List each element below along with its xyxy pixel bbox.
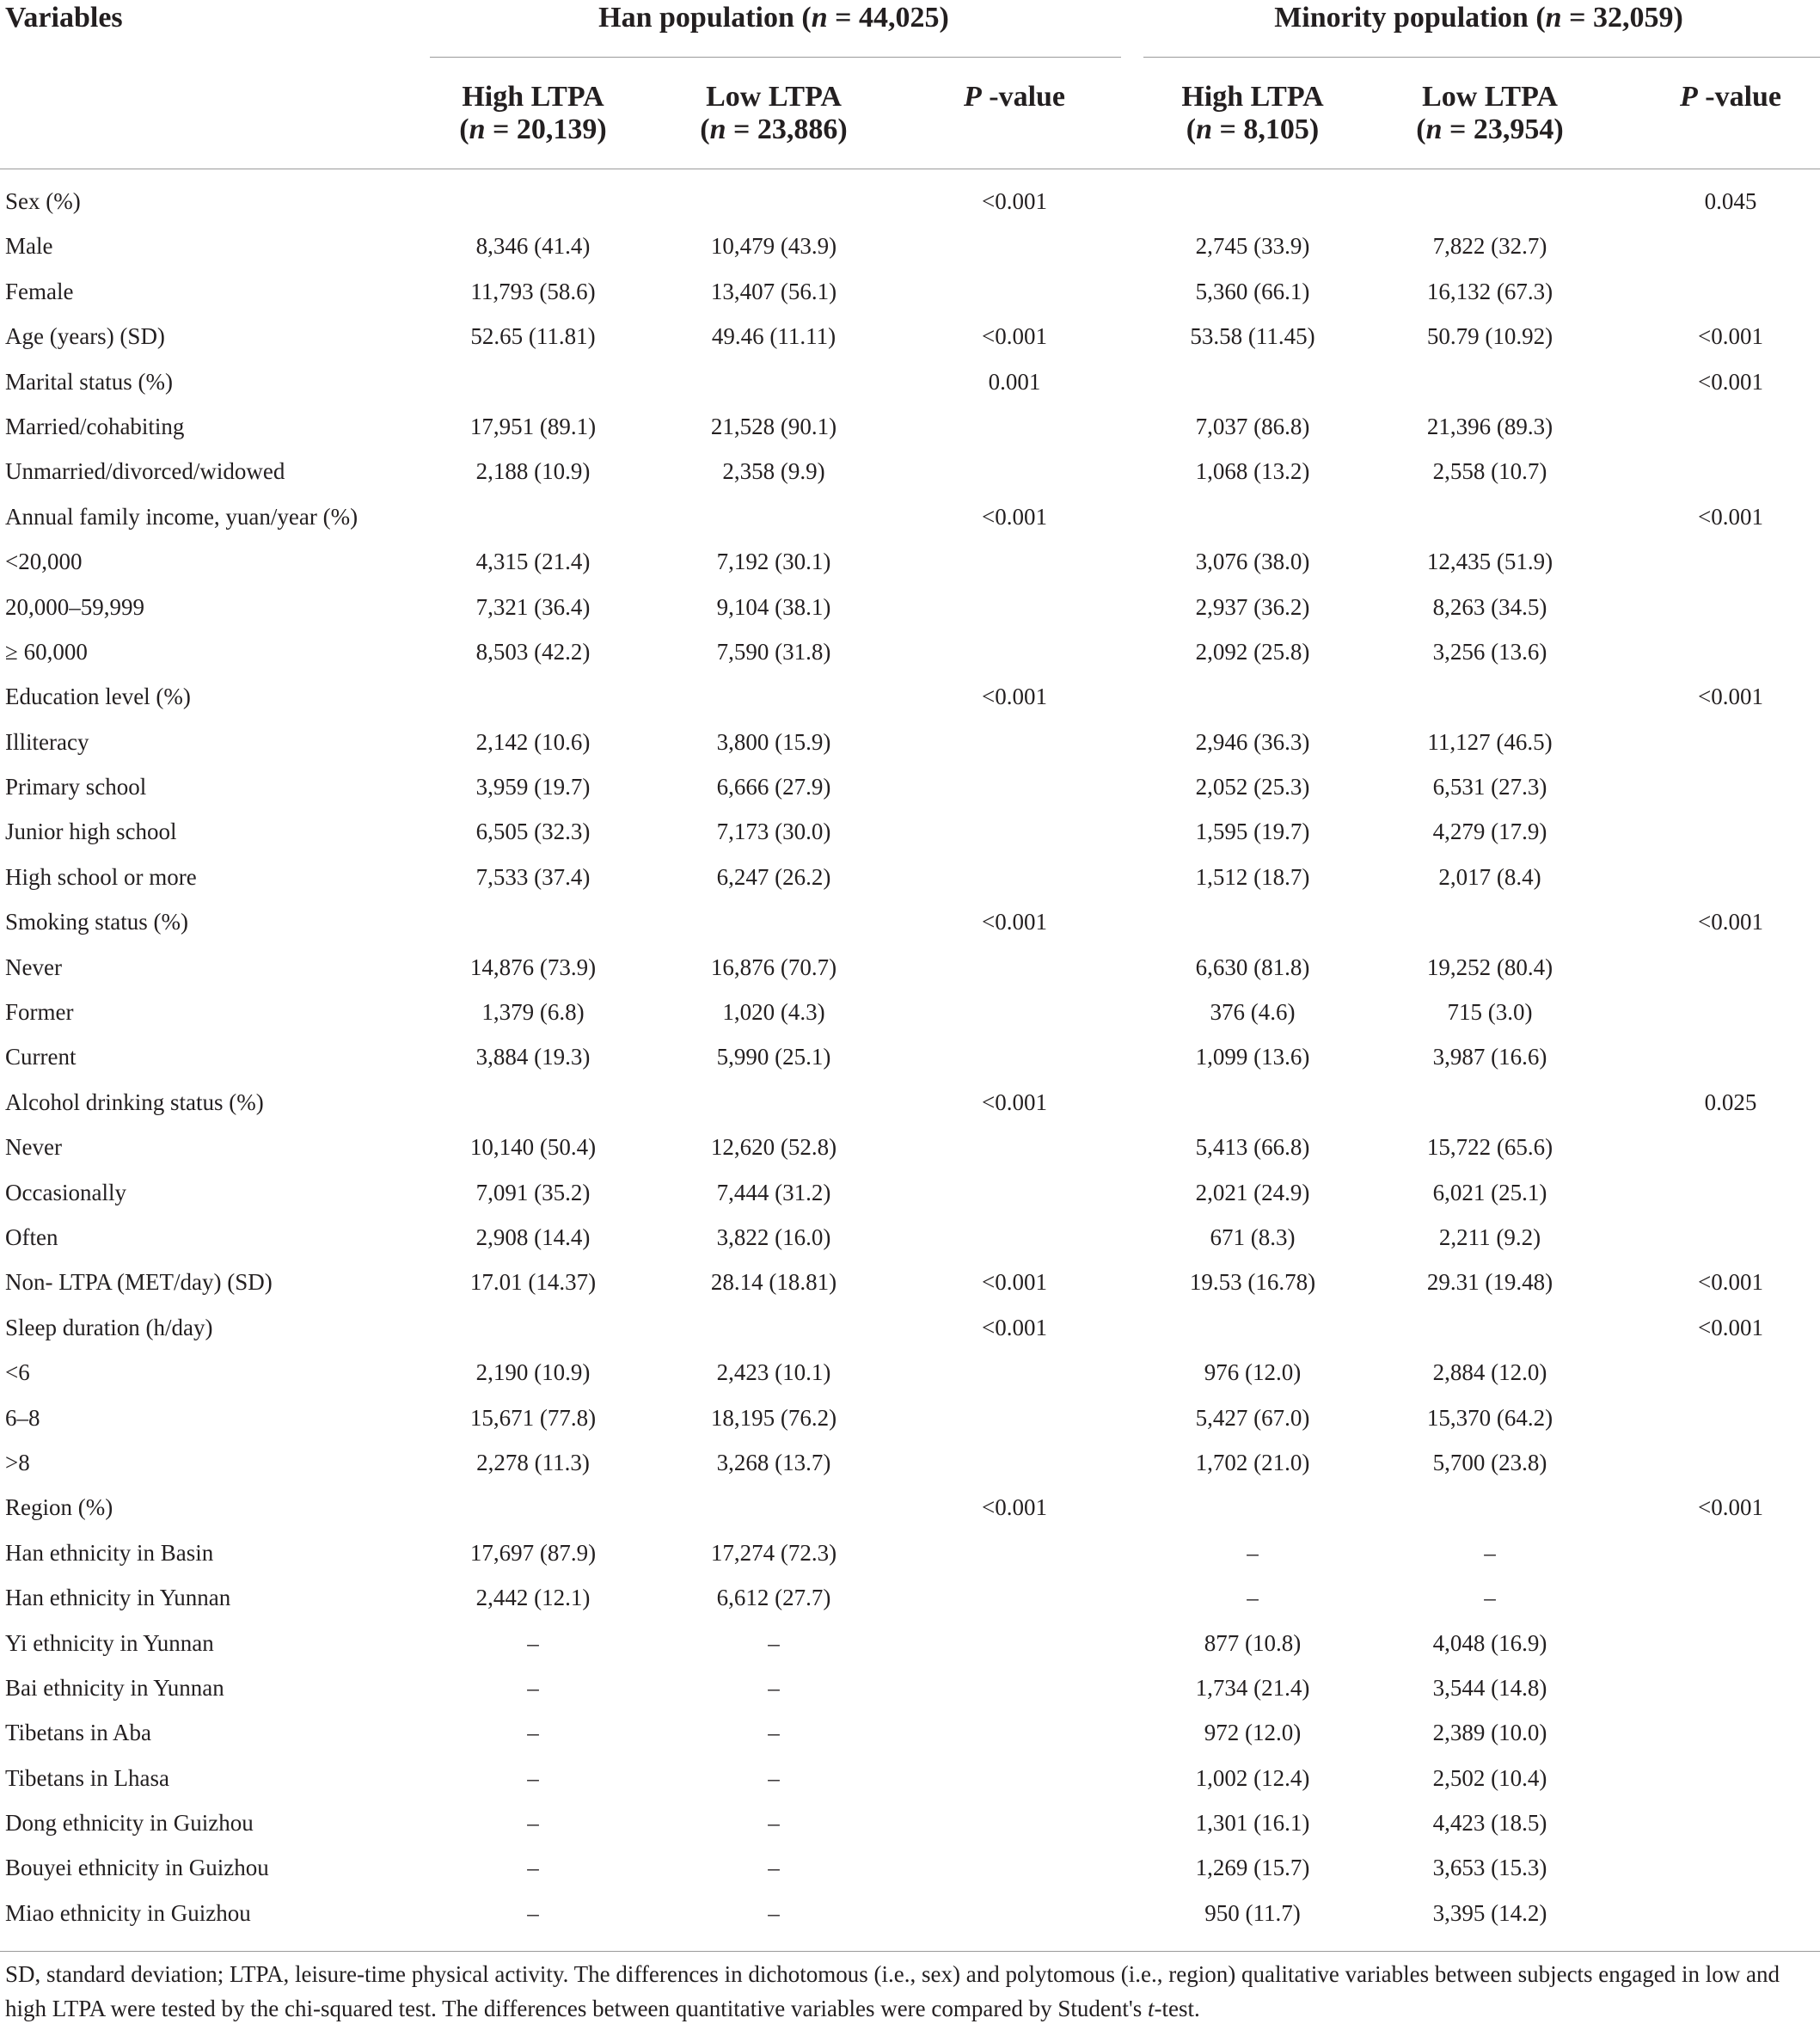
han-population-header: Han population (n = 44,025) bbox=[598, 2, 949, 34]
minority-high-ltpa-cell: 1,068 (13.2) bbox=[1195, 458, 1310, 485]
han-high-ltpa-cell: 17,951 (89.1) bbox=[469, 413, 597, 439]
minority-low-ltpa-cell: 6,021 (25.1) bbox=[1432, 1179, 1547, 1205]
minority-high-ltpa-cell: 1,002 (12.4) bbox=[1195, 1764, 1310, 1791]
table-footnote: SD, standard deviation; LTPA, leisure-time physical activity. The differences in dichotomous (i.e., sex) and polytomous (i.e., region) qualitative variables between subjects engaged in low and high LTPA were tested by the chi-squared test. The differences between quantitative variables were compared by Student's t-test. bbox=[5, 1961, 1780, 2021]
han-low-ltpa-cell: 7,173 (30.0) bbox=[716, 819, 831, 845]
han-low-ltpa-cell: 18,195 (76.2) bbox=[710, 1404, 837, 1431]
han-high-ltpa-cell: – bbox=[527, 1899, 539, 1926]
han-high-ltpa-cell: 6,505 (32.3) bbox=[475, 819, 591, 845]
han-high-ltpa-cell: 2,142 (10.6) bbox=[475, 728, 591, 755]
variable-cell: Occasionally bbox=[5, 1179, 126, 1205]
han-low-ltpa-cell: 16,876 (70.7) bbox=[710, 954, 837, 980]
minority-low-ltpa-cell: 4,048 (16.9) bbox=[1432, 1629, 1547, 1656]
table-row bbox=[0, 586, 1820, 630]
han-p-value-cell: <0.001 bbox=[982, 323, 1047, 350]
minority-low-ltpa-cell: 29.31 (19.48) bbox=[1426, 1269, 1553, 1296]
minority-p-value-cell: 0.025 bbox=[1704, 1089, 1757, 1115]
variable-cell: Never bbox=[5, 954, 62, 980]
variable-cell: Bouyei ethnicity in Guizhou bbox=[5, 1855, 269, 1881]
han-high-ltpa-cell: – bbox=[527, 1810, 539, 1837]
table-row bbox=[0, 1125, 1820, 1170]
han-high-ltpa-cell: 2,188 (10.9) bbox=[475, 458, 591, 485]
han-high-ltpa-cell: 10,140 (50.4) bbox=[469, 1134, 597, 1161]
minority-low-ltpa-cell: 3,987 (16.6) bbox=[1432, 1044, 1547, 1070]
minority-low-ltpa-cell: 2,502 (10.4) bbox=[1432, 1764, 1547, 1791]
table-row bbox=[0, 495, 1820, 540]
han-low-ltpa-cell: 49.46 (11.11) bbox=[711, 323, 836, 350]
variable-cell: Female bbox=[5, 278, 74, 304]
minority-high-ltpa-cell: 877 (10.8) bbox=[1204, 1629, 1302, 1656]
han-low-ltpa-cell: 3,268 (13.7) bbox=[716, 1449, 831, 1475]
minority-p-value-cell: <0.001 bbox=[1698, 909, 1763, 935]
variable-cell: Sleep duration (h/day) bbox=[5, 1314, 213, 1340]
han-high-ltpa-header: High LTPA (n = 20,139) bbox=[459, 81, 607, 145]
han-high-ltpa-cell: – bbox=[527, 1764, 539, 1791]
han-high-ltpa-cell: 17.01 (14.37) bbox=[469, 1269, 597, 1296]
han-high-ltpa-cell: 15,671 (77.8) bbox=[469, 1404, 597, 1431]
variable-cell: Unmarried/divorced/widowed bbox=[5, 458, 285, 485]
han-low-ltpa-cell: – bbox=[768, 1720, 780, 1746]
minority-high-ltpa-cell: 2,092 (25.8) bbox=[1195, 638, 1310, 665]
han-p-value-cell: <0.001 bbox=[982, 1494, 1047, 1521]
variables-column-header: Variables bbox=[5, 2, 123, 34]
minority-high-ltpa-cell: 2,946 (36.3) bbox=[1195, 728, 1310, 755]
han-high-ltpa-cell: 2,278 (11.3) bbox=[476, 1449, 590, 1475]
minority-p-value-header: P -value bbox=[1679, 81, 1782, 113]
minority-low-ltpa-cell: – bbox=[1484, 1585, 1496, 1611]
variable-cell: 6–8 bbox=[5, 1404, 40, 1431]
minority-high-ltpa-cell: 376 (4.6) bbox=[1210, 999, 1296, 1026]
variable-cell: Sex (%) bbox=[5, 188, 81, 214]
minority-high-ltpa-cell: 5,427 (67.0) bbox=[1195, 1404, 1310, 1431]
han-high-ltpa-cell: 2,442 (12.1) bbox=[475, 1585, 591, 1611]
han-high-ltpa-cell: 4,315 (21.4) bbox=[475, 549, 591, 575]
minority-high-ltpa-cell: 2,745 (33.9) bbox=[1195, 233, 1310, 260]
minority-high-ltpa-cell: 5,413 (66.8) bbox=[1195, 1134, 1310, 1161]
han-p-value-cell: 0.001 bbox=[988, 368, 1041, 395]
variable-cell: Tibetans in Lhasa bbox=[5, 1764, 169, 1791]
minority-low-ltpa-cell: 19,252 (80.4) bbox=[1426, 954, 1553, 980]
minority-low-ltpa-cell: 4,279 (17.9) bbox=[1432, 819, 1547, 845]
minority-low-ltpa-cell: 3,653 (15.3) bbox=[1432, 1855, 1547, 1881]
han-high-ltpa-cell: 2,190 (10.9) bbox=[475, 1359, 591, 1386]
minority-high-ltpa-cell: 950 (11.7) bbox=[1204, 1899, 1301, 1926]
han-low-ltpa-cell: 7,444 (31.2) bbox=[716, 1179, 831, 1205]
minority-p-value-cell: <0.001 bbox=[1698, 368, 1763, 395]
han-low-ltpa-cell: – bbox=[768, 1899, 780, 1926]
minority-high-ltpa-cell: 53.58 (11.45) bbox=[1190, 323, 1315, 350]
variable-cell: Non- LTPA (MET/day) (SD) bbox=[5, 1269, 273, 1296]
han-high-ltpa-cell: – bbox=[527, 1629, 539, 1656]
minority-population-header: Minority population (n = 32,059) bbox=[1274, 2, 1683, 34]
han-low-ltpa-cell: 6,666 (27.9) bbox=[716, 774, 831, 800]
minority-p-value-cell: <0.001 bbox=[1698, 684, 1763, 710]
table-row bbox=[0, 1801, 1820, 1846]
han-low-ltpa-cell: 1,020 (4.3) bbox=[722, 999, 825, 1026]
han-low-ltpa-cell: 28.14 (18.81) bbox=[710, 1269, 837, 1296]
table-header-subcolumns bbox=[0, 60, 1820, 169]
table-row bbox=[0, 630, 1820, 675]
han-high-ltpa-cell: – bbox=[527, 1855, 539, 1881]
minority-high-ltpa-header: High LTPA (n = 8,105) bbox=[1181, 81, 1324, 145]
minority-high-ltpa-cell: 2,052 (25.3) bbox=[1195, 774, 1310, 800]
variable-cell: ≥ 60,000 bbox=[5, 638, 88, 665]
variable-cell: Annual family income, yuan/year (%) bbox=[5, 503, 358, 530]
table-row bbox=[0, 1035, 1820, 1080]
han-p-value-cell: <0.001 bbox=[982, 1089, 1047, 1115]
minority-high-ltpa-cell: 2,937 (36.2) bbox=[1195, 593, 1310, 620]
table-row bbox=[0, 721, 1820, 765]
variable-cell: Often bbox=[5, 1224, 58, 1250]
table-row bbox=[0, 765, 1820, 810]
minority-p-value-cell: <0.001 bbox=[1698, 503, 1763, 530]
table-row bbox=[0, 405, 1820, 450]
han-low-ltpa-cell: 6,612 (27.7) bbox=[716, 1585, 831, 1611]
minority-low-ltpa-cell: 4,423 (18.5) bbox=[1432, 1810, 1547, 1837]
table-row bbox=[0, 990, 1820, 1035]
minority-low-ltpa-cell: 50.79 (10.92) bbox=[1426, 323, 1553, 350]
variable-cell: Han ethnicity in Basin bbox=[5, 1539, 214, 1566]
han-high-ltpa-cell: 7,321 (36.4) bbox=[475, 593, 591, 620]
han-p-value-header: P -value bbox=[963, 81, 1066, 113]
minority-low-ltpa-cell: 2,558 (10.7) bbox=[1432, 458, 1547, 485]
minority-high-ltpa-cell: – bbox=[1247, 1585, 1259, 1611]
han-low-ltpa-header: Low LTPA (n = 23,886) bbox=[700, 81, 848, 145]
table-row bbox=[0, 1081, 1820, 1125]
minority-high-ltpa-cell: 1,734 (21.4) bbox=[1195, 1674, 1310, 1701]
han-high-ltpa-cell: 17,697 (87.9) bbox=[469, 1539, 597, 1566]
table-row bbox=[0, 270, 1820, 315]
han-high-ltpa-cell: – bbox=[527, 1720, 539, 1746]
han-p-value-cell: <0.001 bbox=[982, 684, 1047, 710]
han-low-ltpa-cell: 3,800 (15.9) bbox=[716, 728, 831, 755]
han-low-ltpa-cell: – bbox=[768, 1855, 780, 1881]
han-p-value-cell: <0.001 bbox=[982, 1269, 1047, 1296]
minority-high-ltpa-cell: 2,021 (24.9) bbox=[1195, 1179, 1310, 1205]
variable-cell: Male bbox=[5, 233, 53, 260]
minority-p-value-cell: <0.001 bbox=[1698, 1269, 1763, 1296]
table-row bbox=[0, 1666, 1820, 1711]
variable-cell: Tibetans in Aba bbox=[5, 1720, 152, 1746]
han-low-ltpa-cell: 2,423 (10.1) bbox=[716, 1359, 831, 1386]
han-low-ltpa-cell: 17,274 (72.3) bbox=[710, 1539, 837, 1566]
han-low-ltpa-cell: 9,104 (38.1) bbox=[716, 593, 831, 620]
table-row bbox=[0, 1622, 1820, 1666]
han-group-underline bbox=[430, 57, 1121, 58]
han-high-ltpa-cell: 52.65 (11.81) bbox=[470, 323, 596, 350]
variable-cell: Bai ethnicity in Yunnan bbox=[5, 1674, 224, 1701]
variable-cell: Primary school bbox=[5, 774, 147, 800]
table-row bbox=[0, 1576, 1820, 1621]
minority-low-ltpa-cell: 15,370 (64.2) bbox=[1426, 1404, 1553, 1431]
han-high-ltpa-cell: 2,908 (14.4) bbox=[475, 1224, 591, 1250]
minority-high-ltpa-cell: 6,630 (81.8) bbox=[1195, 954, 1310, 980]
variable-cell: Alcohol drinking status (%) bbox=[5, 1089, 264, 1115]
han-high-ltpa-cell: 1,379 (6.8) bbox=[481, 999, 585, 1026]
table-row bbox=[0, 1306, 1820, 1351]
table-row bbox=[0, 1846, 1820, 1891]
table-body bbox=[0, 169, 1820, 1936]
minority-low-ltpa-header: Low LTPA (n = 23,954) bbox=[1416, 81, 1564, 145]
han-p-value-cell: <0.001 bbox=[982, 188, 1047, 214]
table-row bbox=[0, 900, 1820, 945]
variable-cell: Never bbox=[5, 1134, 62, 1161]
han-high-ltpa-cell: 11,793 (58.6) bbox=[470, 278, 596, 304]
table-row bbox=[0, 1171, 1820, 1216]
table-row bbox=[0, 1216, 1820, 1260]
han-p-value-cell: <0.001 bbox=[982, 503, 1047, 530]
variable-cell: Former bbox=[5, 999, 74, 1026]
variable-cell: Junior high school bbox=[5, 819, 177, 845]
table-row bbox=[0, 1757, 1820, 1801]
minority-group-underline bbox=[1143, 57, 1820, 58]
variable-cell: >8 bbox=[5, 1449, 30, 1475]
variable-cell: High school or more bbox=[5, 863, 197, 890]
table-row bbox=[0, 315, 1820, 359]
minority-low-ltpa-cell: 2,211 (9.2) bbox=[1438, 1224, 1541, 1250]
table-row bbox=[0, 1351, 1820, 1395]
minority-low-ltpa-cell: 6,531 (27.3) bbox=[1432, 774, 1547, 800]
minority-low-ltpa-cell: 2,017 (8.4) bbox=[1438, 863, 1541, 890]
han-high-ltpa-cell: 3,884 (19.3) bbox=[475, 1044, 591, 1070]
han-p-value-cell: <0.001 bbox=[982, 1314, 1047, 1340]
han-low-ltpa-cell: 2,358 (9.9) bbox=[722, 458, 825, 485]
table-row bbox=[0, 360, 1820, 405]
table-row bbox=[0, 1892, 1820, 1936]
minority-low-ltpa-cell: 7,822 (32.7) bbox=[1432, 233, 1547, 260]
han-high-ltpa-cell: 8,346 (41.4) bbox=[475, 233, 591, 260]
minority-high-ltpa-cell: 1,099 (13.6) bbox=[1195, 1044, 1310, 1070]
minority-p-value-cell: 0.045 bbox=[1704, 188, 1757, 214]
minority-low-ltpa-cell: 11,127 (46.5) bbox=[1427, 728, 1553, 755]
minority-high-ltpa-cell: – bbox=[1247, 1539, 1259, 1566]
variable-cell: 20,000–59,999 bbox=[5, 593, 144, 620]
han-high-ltpa-cell: – bbox=[527, 1674, 539, 1701]
table-row bbox=[0, 1531, 1820, 1576]
variable-cell: Age (years) (SD) bbox=[5, 323, 165, 350]
table-row bbox=[0, 450, 1820, 494]
variable-cell: Education level (%) bbox=[5, 684, 191, 710]
minority-high-ltpa-cell: 1,301 (16.1) bbox=[1195, 1810, 1310, 1837]
minority-low-ltpa-cell: 8,263 (34.5) bbox=[1432, 593, 1547, 620]
han-low-ltpa-cell: 7,590 (31.8) bbox=[716, 638, 831, 665]
minority-low-ltpa-cell: 2,884 (12.0) bbox=[1432, 1359, 1547, 1386]
minority-low-ltpa-cell: 715 (3.0) bbox=[1447, 999, 1533, 1026]
variable-cell: Dong ethnicity in Guizhou bbox=[5, 1810, 254, 1837]
han-low-ltpa-cell: 21,528 (90.1) bbox=[710, 413, 837, 439]
minority-high-ltpa-cell: 1,595 (19.7) bbox=[1195, 819, 1310, 845]
minority-low-ltpa-cell: 12,435 (51.9) bbox=[1426, 549, 1553, 575]
variable-cell: Married/cohabiting bbox=[5, 413, 185, 439]
minority-high-ltpa-cell: 19.53 (16.78) bbox=[1189, 1269, 1316, 1296]
han-high-ltpa-cell: 3,959 (19.7) bbox=[475, 774, 591, 800]
minority-high-ltpa-cell: 1,702 (21.0) bbox=[1195, 1449, 1310, 1475]
variable-cell: Region (%) bbox=[5, 1494, 113, 1521]
han-high-ltpa-cell: 7,091 (35.2) bbox=[475, 1179, 591, 1205]
han-low-ltpa-cell: 13,407 (56.1) bbox=[710, 278, 837, 304]
minority-low-ltpa-cell: 3,395 (14.2) bbox=[1432, 1899, 1547, 1926]
minority-p-value-cell: <0.001 bbox=[1698, 323, 1763, 350]
han-high-ltpa-cell: 7,533 (37.4) bbox=[475, 863, 591, 890]
han-low-ltpa-cell: – bbox=[768, 1810, 780, 1837]
han-p-value-cell: <0.001 bbox=[982, 909, 1047, 935]
han-low-ltpa-cell: 10,479 (43.9) bbox=[710, 233, 837, 260]
minority-low-ltpa-cell: 15,722 (65.6) bbox=[1426, 1134, 1553, 1161]
minority-p-value-cell: <0.001 bbox=[1698, 1494, 1763, 1521]
han-low-ltpa-cell: 5,990 (25.1) bbox=[716, 1044, 831, 1070]
minority-high-ltpa-cell: 972 (12.0) bbox=[1204, 1720, 1302, 1746]
minority-low-ltpa-cell: 2,389 (10.0) bbox=[1432, 1720, 1547, 1746]
han-high-ltpa-cell: 8,503 (42.2) bbox=[475, 638, 591, 665]
minority-low-ltpa-cell: 5,700 (23.8) bbox=[1432, 1449, 1547, 1475]
minority-low-ltpa-cell: – bbox=[1484, 1539, 1496, 1566]
han-low-ltpa-cell: 6,247 (26.2) bbox=[716, 863, 831, 890]
variable-cell: Illiteracy bbox=[5, 728, 89, 755]
minority-high-ltpa-cell: 976 (12.0) bbox=[1204, 1359, 1302, 1386]
variable-cell: <6 bbox=[5, 1359, 30, 1386]
minority-low-ltpa-cell: 16,132 (67.3) bbox=[1426, 278, 1553, 304]
table-row bbox=[0, 1441, 1820, 1486]
table-row bbox=[0, 675, 1820, 720]
table-bottom-rule bbox=[0, 1951, 1820, 1952]
minority-low-ltpa-cell: 3,544 (14.8) bbox=[1432, 1674, 1547, 1701]
table-row bbox=[0, 1260, 1820, 1305]
table-row bbox=[0, 1396, 1820, 1441]
variable-cell: Yi ethnicity in Yunnan bbox=[5, 1629, 214, 1656]
variable-cell: Current bbox=[5, 1044, 77, 1070]
table-header-groups bbox=[0, 0, 1820, 60]
minority-low-ltpa-cell: 3,256 (13.6) bbox=[1432, 638, 1547, 665]
table-row bbox=[0, 856, 1820, 900]
han-low-ltpa-cell: – bbox=[768, 1764, 780, 1791]
variable-cell: Miao ethnicity in Guizhou bbox=[5, 1899, 251, 1926]
minority-high-ltpa-cell: 671 (8.3) bbox=[1210, 1224, 1296, 1250]
minority-low-ltpa-cell: 21,396 (89.3) bbox=[1426, 413, 1553, 439]
variable-cell: Smoking status (%) bbox=[5, 909, 188, 935]
han-low-ltpa-cell: 7,192 (30.1) bbox=[716, 549, 831, 575]
han-low-ltpa-cell: 3,822 (16.0) bbox=[716, 1224, 831, 1250]
han-low-ltpa-cell: – bbox=[768, 1674, 780, 1701]
han-low-ltpa-cell: 12,620 (52.8) bbox=[710, 1134, 837, 1161]
variable-cell: Han ethnicity in Yunnan bbox=[5, 1585, 231, 1611]
han-high-ltpa-cell: 14,876 (73.9) bbox=[469, 954, 597, 980]
table-row bbox=[0, 810, 1820, 855]
variable-cell: Marital status (%) bbox=[5, 368, 173, 395]
table-row bbox=[0, 180, 1820, 224]
minority-p-value-cell: <0.001 bbox=[1698, 1314, 1763, 1340]
han-low-ltpa-cell: – bbox=[768, 1629, 780, 1656]
table-row bbox=[0, 946, 1820, 990]
minority-high-ltpa-cell: 1,269 (15.7) bbox=[1195, 1855, 1310, 1881]
table-row bbox=[0, 1486, 1820, 1530]
table-row bbox=[0, 224, 1820, 269]
variable-cell: <20,000 bbox=[5, 549, 83, 575]
minority-high-ltpa-cell: 1,512 (18.7) bbox=[1195, 863, 1310, 890]
table-row bbox=[0, 540, 1820, 585]
table-row bbox=[0, 1711, 1820, 1756]
minority-high-ltpa-cell: 7,037 (86.8) bbox=[1195, 413, 1310, 439]
minority-high-ltpa-cell: 5,360 (66.1) bbox=[1195, 278, 1310, 304]
minority-high-ltpa-cell: 3,076 (38.0) bbox=[1195, 549, 1310, 575]
